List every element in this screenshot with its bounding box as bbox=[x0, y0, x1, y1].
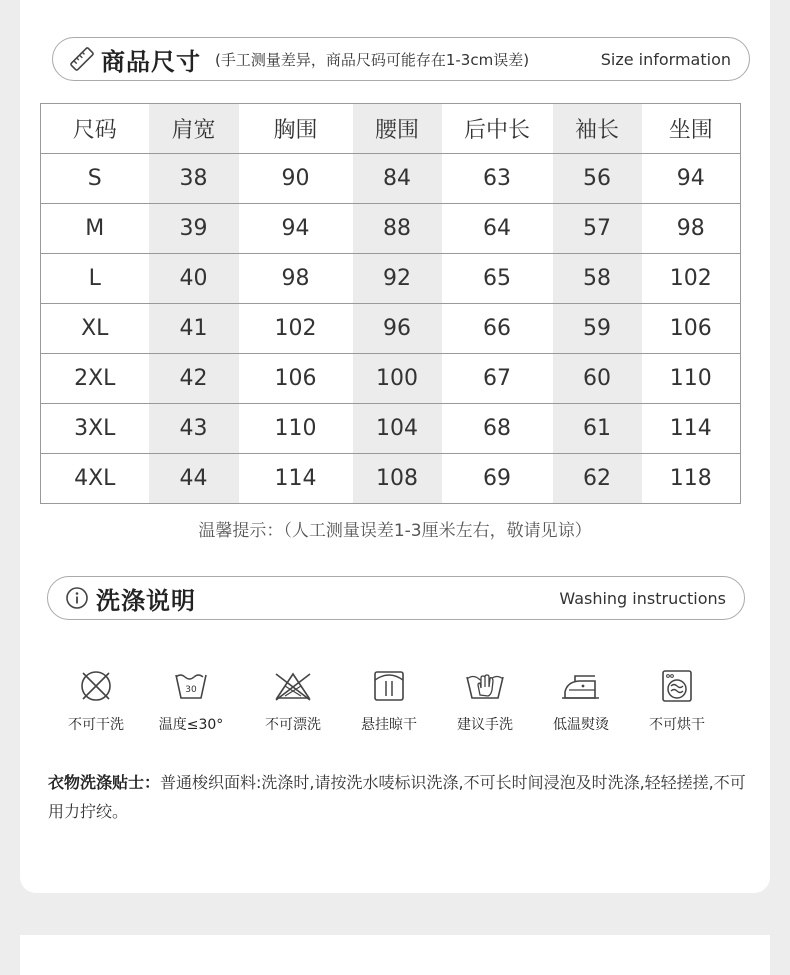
wash-item-hand-wash bbox=[440, 668, 530, 734]
wash-label: 不可漂洗 bbox=[265, 717, 321, 733]
info-icon bbox=[64, 585, 90, 611]
table-row bbox=[41, 304, 741, 354]
table-cell: 102 bbox=[239, 304, 353, 354]
wash-label: 建议手洗 bbox=[457, 717, 513, 733]
table-cell: 58 bbox=[553, 254, 642, 304]
care-tips-label: 衣物洗涤贴士： bbox=[48, 773, 161, 792]
table-cell: 2XL bbox=[41, 354, 149, 404]
table-cell: 114 bbox=[642, 404, 741, 454]
table-header-cell: 腰围 bbox=[353, 104, 442, 154]
wash-item-no-tumble-dry bbox=[632, 668, 722, 734]
table-cell: 39 bbox=[149, 204, 239, 254]
table-cell: 106 bbox=[239, 354, 353, 404]
table-cell: XL bbox=[41, 304, 149, 354]
table-cell: 43 bbox=[149, 404, 239, 454]
table-cell: 62 bbox=[553, 454, 642, 504]
table-row bbox=[41, 154, 741, 204]
table-row bbox=[41, 204, 741, 254]
wash-30-icon bbox=[173, 668, 209, 704]
table-cell: 57 bbox=[553, 204, 642, 254]
table-cell: 63 bbox=[442, 154, 553, 204]
table-cell: 92 bbox=[353, 254, 442, 304]
table-cell: 3XL bbox=[41, 404, 149, 454]
table-cell: 68 bbox=[442, 404, 553, 454]
table-cell: 90 bbox=[239, 154, 353, 204]
low-iron-icon bbox=[561, 668, 601, 704]
table-cell: 104 bbox=[353, 404, 442, 454]
wash-label: 不可干洗 bbox=[68, 717, 124, 733]
table-cell: 64 bbox=[442, 204, 553, 254]
table-cell: 106 bbox=[642, 304, 741, 354]
wash-item-no-bleach bbox=[248, 668, 338, 734]
table-cell: 108 bbox=[353, 454, 442, 504]
table-cell: 84 bbox=[353, 154, 442, 204]
table-cell: 66 bbox=[442, 304, 553, 354]
table-cell: 118 bbox=[642, 454, 741, 504]
table-cell: 100 bbox=[353, 354, 442, 404]
care-tips bbox=[48, 768, 758, 826]
table-header-cell: 肩宽 bbox=[149, 104, 239, 154]
table-cell: 59 bbox=[553, 304, 642, 354]
table-row bbox=[41, 454, 741, 504]
hang-dry-icon bbox=[371, 668, 407, 704]
table-header-cell: 坐围 bbox=[642, 104, 741, 154]
table-cell: 114 bbox=[239, 454, 353, 504]
table-cell: L bbox=[41, 254, 149, 304]
table-cell: 88 bbox=[353, 204, 442, 254]
table-cell: 110 bbox=[642, 354, 741, 404]
size-section-title: 商品尺寸 bbox=[101, 47, 201, 76]
table-cell: 102 bbox=[642, 254, 741, 304]
table-header-cell: 后中长 bbox=[442, 104, 553, 154]
table-cell: 110 bbox=[239, 404, 353, 454]
table-cell: S bbox=[41, 154, 149, 204]
table-cell: 98 bbox=[239, 254, 353, 304]
wash-icons-row bbox=[56, 668, 736, 738]
size-section-title-en: Size information bbox=[600, 49, 731, 69]
hand-wash-icon bbox=[464, 668, 506, 704]
table-cell: 67 bbox=[442, 354, 553, 404]
table-cell: M bbox=[41, 204, 149, 254]
table-row bbox=[41, 404, 741, 454]
table-cell: 98 bbox=[642, 204, 741, 254]
table-header-cell: 胸围 bbox=[239, 104, 353, 154]
wash-section-title-en: Washing instructions bbox=[559, 588, 726, 608]
table-cell: 42 bbox=[149, 354, 239, 404]
size-section-note: (手工测量差异，商品尺码可能存在1-3cm误差) bbox=[215, 50, 530, 69]
table-cell: 41 bbox=[149, 304, 239, 354]
wash-item-hang-dry bbox=[344, 668, 434, 734]
table-cell: 44 bbox=[149, 454, 239, 504]
wash-section-header bbox=[47, 576, 745, 620]
wash-label: 低温熨烫 bbox=[553, 717, 609, 733]
wash-item-low-iron bbox=[536, 668, 626, 734]
table-cell: 94 bbox=[642, 154, 741, 204]
table-cell: 61 bbox=[553, 404, 642, 454]
table-row bbox=[41, 354, 741, 404]
no-tumble-dry-icon bbox=[659, 668, 695, 704]
no-bleach-icon bbox=[273, 668, 313, 704]
table-header-cell: 袖长 bbox=[553, 104, 642, 154]
measurement-tip: 温馨提示：（人工测量误差1-3厘米左右，敬请见谅） bbox=[198, 521, 592, 541]
size-section-header bbox=[52, 37, 750, 81]
wash-label: 温度≤30° bbox=[158, 717, 224, 733]
table-cell: 65 bbox=[442, 254, 553, 304]
table-cell: 4XL bbox=[41, 454, 149, 504]
table-cell: 96 bbox=[353, 304, 442, 354]
ruler-icon bbox=[69, 46, 95, 72]
table-row bbox=[41, 254, 741, 304]
table-header-cell: 尺码 bbox=[41, 104, 149, 154]
svg-text:30: 30 bbox=[185, 685, 197, 695]
table-cell: 56 bbox=[553, 154, 642, 204]
wash-label: 不可烘干 bbox=[649, 717, 705, 733]
table-cell: 38 bbox=[149, 154, 239, 204]
no-dry-clean-icon bbox=[78, 668, 114, 704]
wash-item-wash-30 bbox=[146, 668, 236, 734]
table-cell: 69 bbox=[442, 454, 553, 504]
table-header-row bbox=[41, 104, 741, 154]
wash-section-title: 洗涤说明 bbox=[96, 586, 196, 615]
size-table bbox=[40, 103, 741, 504]
wash-item-no-dry-clean bbox=[51, 668, 141, 734]
table-cell: 40 bbox=[149, 254, 239, 304]
table-cell: 60 bbox=[553, 354, 642, 404]
wash-label: 悬挂晾干 bbox=[361, 717, 417, 733]
next-card bbox=[20, 935, 770, 975]
table-cell: 94 bbox=[239, 204, 353, 254]
care-tips-text: 普通梭织面料:洗涤时,请按洗水唛标识洗涤,不可长时间浸泡及时洗涤,轻轻搓搓,不可用力拧绞。 bbox=[48, 773, 746, 821]
